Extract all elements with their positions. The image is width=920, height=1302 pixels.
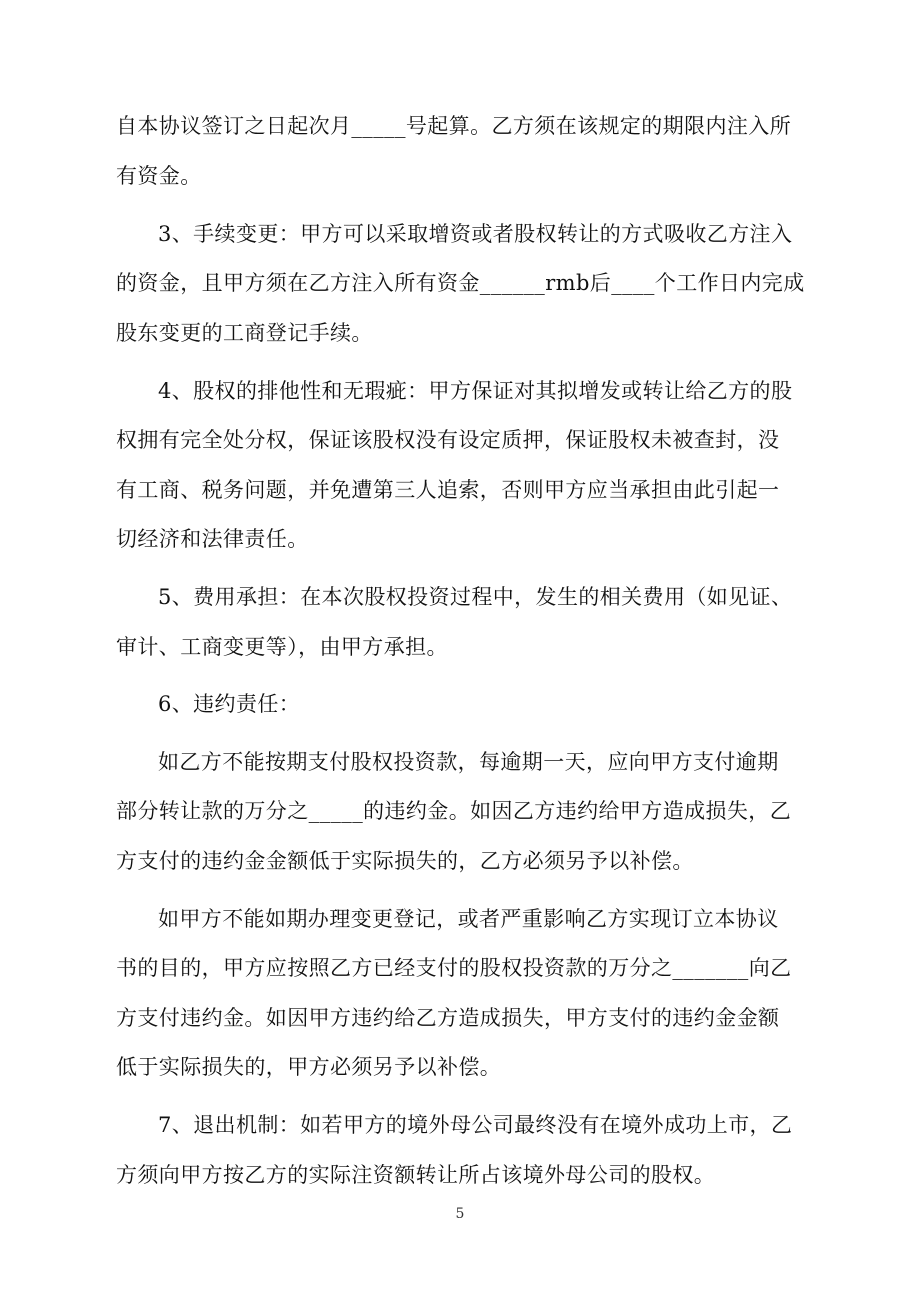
clause-3-heading: 3、手续变更：甲方可以采取增资或者股权转让的方式吸收乙方注入: [158, 222, 793, 246]
clause-4-heading: 4、股权的排他性和无瑕疵：甲方保证对其拟增发或转让给乙方的股: [158, 379, 793, 403]
text-line: 低于实际损失的，甲方必须另予以补偿。: [116, 1055, 502, 1079]
text-line: 的资金，且甲方须在乙方注入所有资金______rmb后____个工作日内完成: [116, 271, 805, 295]
text-line: 方支付违约金。如因甲方违约给乙方造成损失，甲方支付的违约金金额: [116, 1006, 780, 1030]
clause-7-heading: 7、退出机制：如若甲方的境外母公司最终没有在境外成功上市，乙: [158, 1113, 793, 1137]
text-line: 自本协议签订之日起次月_____号起算。乙方须在该规定的期限内注入所: [116, 114, 792, 138]
text-line: 方须向甲方按乙方的实际注资额转让所占该境外母公司的股权。: [116, 1163, 716, 1187]
text-line: 方支付的违约金金额低于实际损失的，乙方必须另予以补偿。: [116, 849, 694, 873]
clause-5-heading: 5、费用承担：在本次股权投资过程中，发生的相关费用（如见证、: [158, 585, 793, 609]
text-line: 书的目的，甲方应按照乙方已经支付的股权投资款的万分之_______向乙: [116, 956, 792, 980]
clause-6-heading: 6、违约责任：: [158, 692, 301, 716]
text-line: 如乙方不能按期支付股权投资款，每逾期一天，应向甲方支付逾期: [158, 750, 779, 774]
text-line: 审计、工商变更等），由甲方承担。: [116, 635, 448, 659]
text-line: 切经济和法律责任。: [116, 527, 309, 551]
page-number: 5: [455, 1206, 465, 1222]
text-line: 如甲方不能如期办理变更登记，或者严重影响乙方实现订立本协议: [158, 907, 779, 931]
text-line: 股东变更的工商登记手续。: [116, 321, 373, 345]
text-line: 有工商、税务问题，并免遭第三人追索，否则甲方应当承担由此引起一: [116, 478, 780, 502]
text-line: 有资金。: [116, 164, 202, 188]
text-line: 权拥有完全处分权，保证该股权没有设定质押，保证股权未被查封，没: [116, 428, 780, 452]
text-line: 部分转让款的万分之_____的违约金。如因乙方违约给甲方造成损失，乙: [116, 799, 792, 823]
